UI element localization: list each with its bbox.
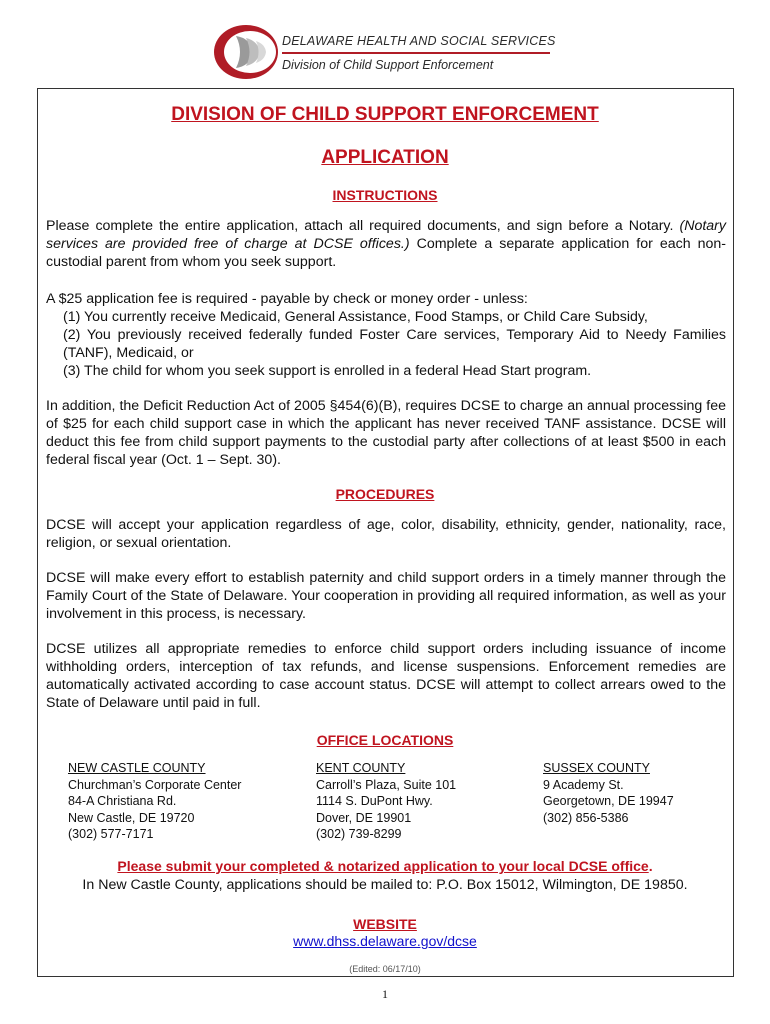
mailing-address: In New Castle County, applications should be mailed to: P.O. Box 15012, Wilmington, DE 19850. xyxy=(82,877,688,893)
instructions-text-b: Complete a separate application for each non-custodial parent from whom you seek support. xyxy=(46,236,727,270)
office-address-line: Carroll’s Plaza, Suite 101 xyxy=(316,777,457,792)
notary-note: (Notary services are provided free of charge at DCSE offices.) xyxy=(46,218,726,252)
page-title: DIVISION OF CHILD SUPPORT ENFORCEMENT xyxy=(171,104,599,125)
instructions-heading: INSTRUCTIONS xyxy=(332,187,438,203)
org-name: DELAWARE HEALTH AND SOCIAL SERVICES xyxy=(282,34,556,48)
procedures-heading: PROCEDURES xyxy=(335,486,435,502)
procedures-paragraph-3: DCSE utilizes all appropriate remedies to enforce child support orders including issuance of income withholding orders, interception of tax refunds, and license suspensions. Enforcement remedies are automatically activated according to case account status. DCSE will attempt to collect arrears owed to the State of Delaware until paid in full. xyxy=(46,641,726,711)
office-county: KENT COUNTY xyxy=(316,761,406,775)
office-address-line: Dover, DE 19901 xyxy=(316,810,412,825)
instructions-paragraph xyxy=(46,217,726,271)
website-link[interactable]: www.dhss.delaware.gov/dcse xyxy=(293,933,477,949)
office-sussex xyxy=(543,760,674,826)
office-address-line: Georgetown, DE 19947 xyxy=(543,794,674,808)
division-name: Division of Child Support Enforcement xyxy=(282,58,494,72)
edited-date: (Edited: 06/17/10) xyxy=(349,964,421,974)
office-address-line: New Castle, DE 19720 xyxy=(68,810,195,825)
page-number: 1 xyxy=(382,987,388,1001)
office-address-line: 1114 S. DuPont Hwy. xyxy=(316,794,433,808)
logo-divider xyxy=(282,52,550,54)
office-phone: (302) 739-8299 xyxy=(316,827,402,841)
procedures-paragraph-1: DCSE will accept your application regardless of age, color, disability, ethnicity, gender, nationality, race, religion, or sexual orientation. xyxy=(46,517,726,551)
office-phone: (302) 856-5386 xyxy=(543,810,629,825)
deficit-paragraph: In addition, the Deficit Reduction Act of 2005 §454(6)(B), requires DCSE to charge an annual processing fee of $25 for each child support case in which the applicant has never received TANF assistance. DCSE will deduct this fee from child support payments to the custodial party after collections of at least $500 in each federal fiscal year (Oct. 1 – Sept. 30). xyxy=(46,398,726,468)
fee-item-3: (3) The child for whom you seek support is enrolled in a federal Head Start program. xyxy=(63,363,592,379)
submit-notice xyxy=(0,858,770,874)
office-county: NEW CASTLE COUNTY xyxy=(68,761,206,775)
office-new-castle xyxy=(68,760,241,843)
submit-notice-text: Please submit your completed & notarized application to your local DCSE office xyxy=(117,858,649,874)
office-address-line: 84-A Christiana Rd. xyxy=(68,794,177,808)
instructions-text-a: Please complete the entire application, attach all required documents, and sign before a Notary. xyxy=(46,218,674,234)
page-subtitle: APPLICATION xyxy=(321,147,449,168)
fee-item-1: (1) You currently receive Medicaid, General Assistance, Food Stamps, or Child Care Subsidy, xyxy=(63,309,648,325)
office-kent xyxy=(316,760,456,843)
office-address-line: 9 Academy St. xyxy=(543,777,624,792)
procedures-paragraph-2: DCSE will make every effort to establish paternity and child support orders in a timely manner through the Family Court of the State of Delaware. Your cooperation in providing all required information, as well as your involvement in this process, is necessary. xyxy=(46,570,726,622)
fee-item-2: (2) You previously received federally funded Foster Care services, Temporary Aid to Needy Families (TANF), Medicaid, or xyxy=(63,327,726,361)
fee-intro: A $25 application fee is required - payable by check or money order - unless: xyxy=(46,291,528,307)
dhss-logo xyxy=(212,22,556,82)
office-locations-heading: OFFICE LOCATIONS xyxy=(316,732,454,748)
dhss-emblem-icon xyxy=(212,22,282,82)
office-address-line: Churchman’s Corporate Center xyxy=(68,777,242,792)
office-phone: (302) 577-7171 xyxy=(68,827,154,841)
website-heading: WEBSITE xyxy=(353,916,417,932)
office-county: SUSSEX COUNTY xyxy=(543,761,650,775)
submit-notice-period: . xyxy=(648,858,653,874)
